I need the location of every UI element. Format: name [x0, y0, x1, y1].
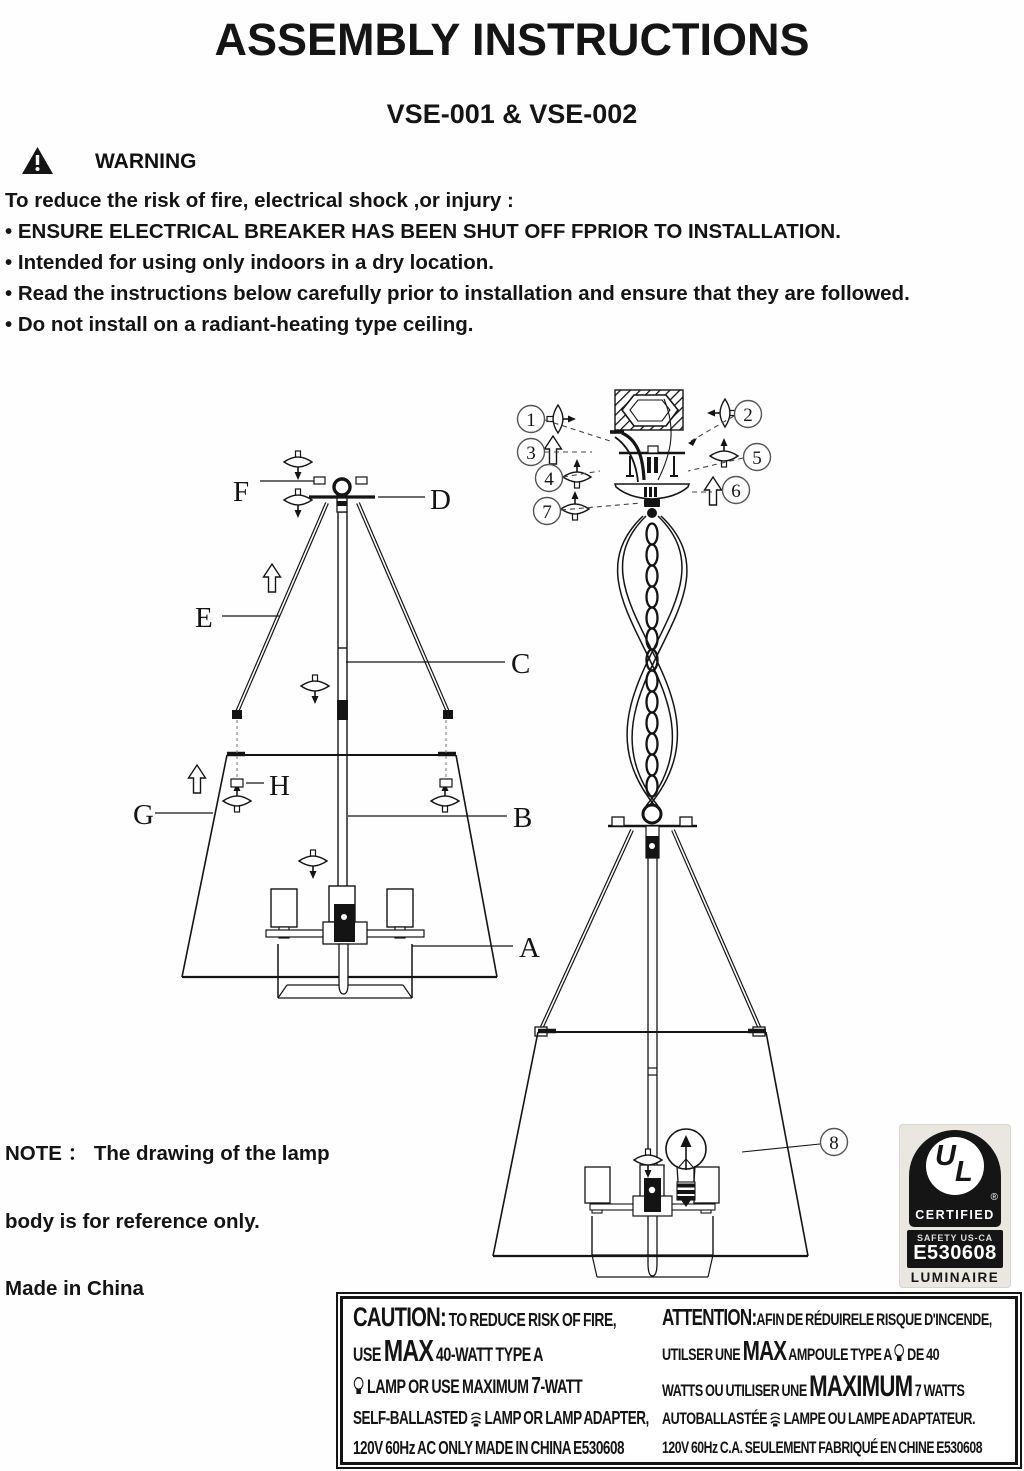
- warning-bullet: • Intended for using only indoors in a dry location.: [5, 251, 494, 274]
- cfl-icon: [769, 1408, 781, 1435]
- attention-word: ATTENTION:: [662, 1304, 757, 1330]
- up-arrow-icon: [189, 765, 206, 793]
- warning-heading: WARNING: [95, 150, 197, 173]
- ul-number-box: [907, 1230, 1003, 1268]
- note-line-2: body is for reference only.: [5, 1210, 260, 1233]
- ul-logo-circle: [926, 1137, 984, 1195]
- thumb-screw-icon: [561, 491, 589, 520]
- part-label-c: C: [511, 648, 531, 680]
- part-label-b: B: [513, 802, 533, 834]
- caution-fr-line3c: 7 WATTS: [914, 1381, 965, 1400]
- up-arrow-icon: [545, 436, 562, 464]
- part-label-d: D: [430, 484, 451, 516]
- made-in-china: Made in China: [5, 1277, 144, 1300]
- ul-letter-u: U: [935, 1140, 956, 1172]
- part-label-e: E: [195, 602, 213, 634]
- thumb-screw-icon: [299, 850, 327, 879]
- certification-number: E530608: [913, 1242, 997, 1264]
- bulb-icon: [894, 1342, 905, 1373]
- up-arrow-icon: [264, 564, 281, 592]
- caution-en-line4b: LAMP OR LAMP ADAPTER,: [484, 1408, 649, 1428]
- center-rod: [337, 512, 348, 944]
- caution-fr-line4b: LAMPE OU LAMPE ADAPTATEUR.: [783, 1409, 976, 1428]
- caution-fr-line3a: WATTS OU UTILISER UNE: [662, 1381, 807, 1400]
- page-title: ASSEMBLY INSTRUCTIONS: [214, 14, 810, 65]
- caution-en-line3a: LAMP OR USE MAXIMUM: [367, 1377, 529, 1398]
- hanging-loop-assembly: [309, 477, 375, 512]
- warning-text-block: [5, 185, 1015, 340]
- ul-certified-badge: [899, 1124, 1011, 1288]
- caution-word: CAUTION:: [353, 1302, 446, 1332]
- callout-4: 4: [544, 469, 554, 490]
- ceiling-canopy: [615, 484, 689, 518]
- certified-label: CERTIFIED: [915, 1208, 995, 1222]
- part-label-a: A: [519, 932, 540, 964]
- callout-3: 3: [526, 443, 536, 464]
- callout-8: 8: [829, 1133, 839, 1154]
- caution-fr-line1: AFIN DE RÉDUIRELE RISQUE D'INCENDE,: [756, 1310, 992, 1329]
- callout-2: 2: [743, 405, 753, 426]
- caution-en-line2a: USE: [353, 1345, 381, 1366]
- warning-bullet: • Do not install on a radiant-heating type ceiling.: [5, 313, 474, 336]
- cfl-icon: [470, 1408, 482, 1435]
- caution-fr-max: MAX: [742, 1335, 787, 1366]
- mounting-screw-icon: [707, 399, 736, 427]
- caution-en-max: MAX: [383, 1333, 434, 1368]
- caution-fr-line4a: AUTOBALLASTÉE: [662, 1409, 768, 1428]
- caution-en-line5a: 120V 60Hz AC ONLY MADE IN CHINA: [353, 1438, 571, 1458]
- callout-numbers: [518, 401, 848, 1156]
- caution-en-line3c: -WATT: [540, 1377, 583, 1398]
- thumb-screw-icon: [284, 489, 312, 518]
- caution-en-line4a: SELF-BALLASTED: [353, 1408, 468, 1428]
- caution-english: [353, 1302, 661, 1461]
- caution-en-line1: TO REDUCE RISK OF FIRE,: [448, 1309, 617, 1330]
- up-arrow-icon: [705, 477, 722, 505]
- thumb-screw-icon: [301, 675, 329, 704]
- caution-label-inner: [340, 1296, 1018, 1465]
- thumb-screw-icon: [284, 451, 312, 480]
- note-line-1: NOTE ： The drawing of the lamp: [5, 1142, 330, 1165]
- warning-intro: To reduce the risk of fire, electrical shock ,or injury :: [5, 189, 514, 212]
- caution-en-line2c: 40-WATT TYPE A: [435, 1345, 543, 1366]
- model-numbers: VSE-001 & VSE-002: [386, 99, 638, 129]
- warning-bullet: • ENSURE ELECTRICAL BREAKER HAS BEEN SHUT OFF FPRIOR TO INSTALLATION.: [5, 220, 841, 243]
- part-label-g: G: [133, 799, 154, 831]
- caution-fr-line2d: DE 40: [907, 1345, 940, 1364]
- luminaire-label: LUMINAIRE: [910, 1270, 1000, 1285]
- thumb-screw-icon: [563, 459, 591, 488]
- ceiling-junction-box: [610, 390, 683, 482]
- installation-diagram: [478, 383, 872, 1300]
- callout-1: 1: [526, 410, 536, 431]
- lamp-body: [266, 886, 424, 998]
- callout-7: 7: [542, 502, 552, 523]
- warning-triangle-icon: [21, 146, 54, 180]
- ul-logo: [909, 1130, 1001, 1227]
- part-label-f: F: [233, 476, 250, 508]
- caution-french: [662, 1302, 1017, 1461]
- caution-en-7: 7: [531, 1372, 541, 1398]
- safety-label: SAFETY US-CA: [917, 1233, 993, 1243]
- caution-fr-line2a: UTILSER UNE: [662, 1345, 741, 1364]
- caution-fr-number: E530608: [936, 1439, 983, 1457]
- caution-en-number: E530608: [573, 1438, 625, 1458]
- power-cord: [618, 516, 687, 806]
- registered-mark: ®: [990, 1192, 998, 1203]
- bulb-icon: [353, 1377, 364, 1405]
- caution-fr-line2c: AMPOULE TYPE A: [788, 1345, 892, 1364]
- warning-bullet: • Read the instructions below carefully prior to installation and ensure that they are followed.: [5, 282, 910, 305]
- callout-6: 6: [731, 481, 741, 502]
- ul-letter-l: L: [955, 1156, 973, 1188]
- caution-fr-line5a: 120V 60Hz C.A. SEULEMENT FABRIQUÉ EN CHINE: [662, 1439, 935, 1457]
- caution-label-box: [336, 1292, 1022, 1469]
- part-label-h: H: [269, 770, 290, 802]
- caution-fr-maximum: MAXIMUM: [809, 1370, 913, 1403]
- leader-lines: [155, 481, 513, 946]
- callout-5: 5: [752, 448, 762, 469]
